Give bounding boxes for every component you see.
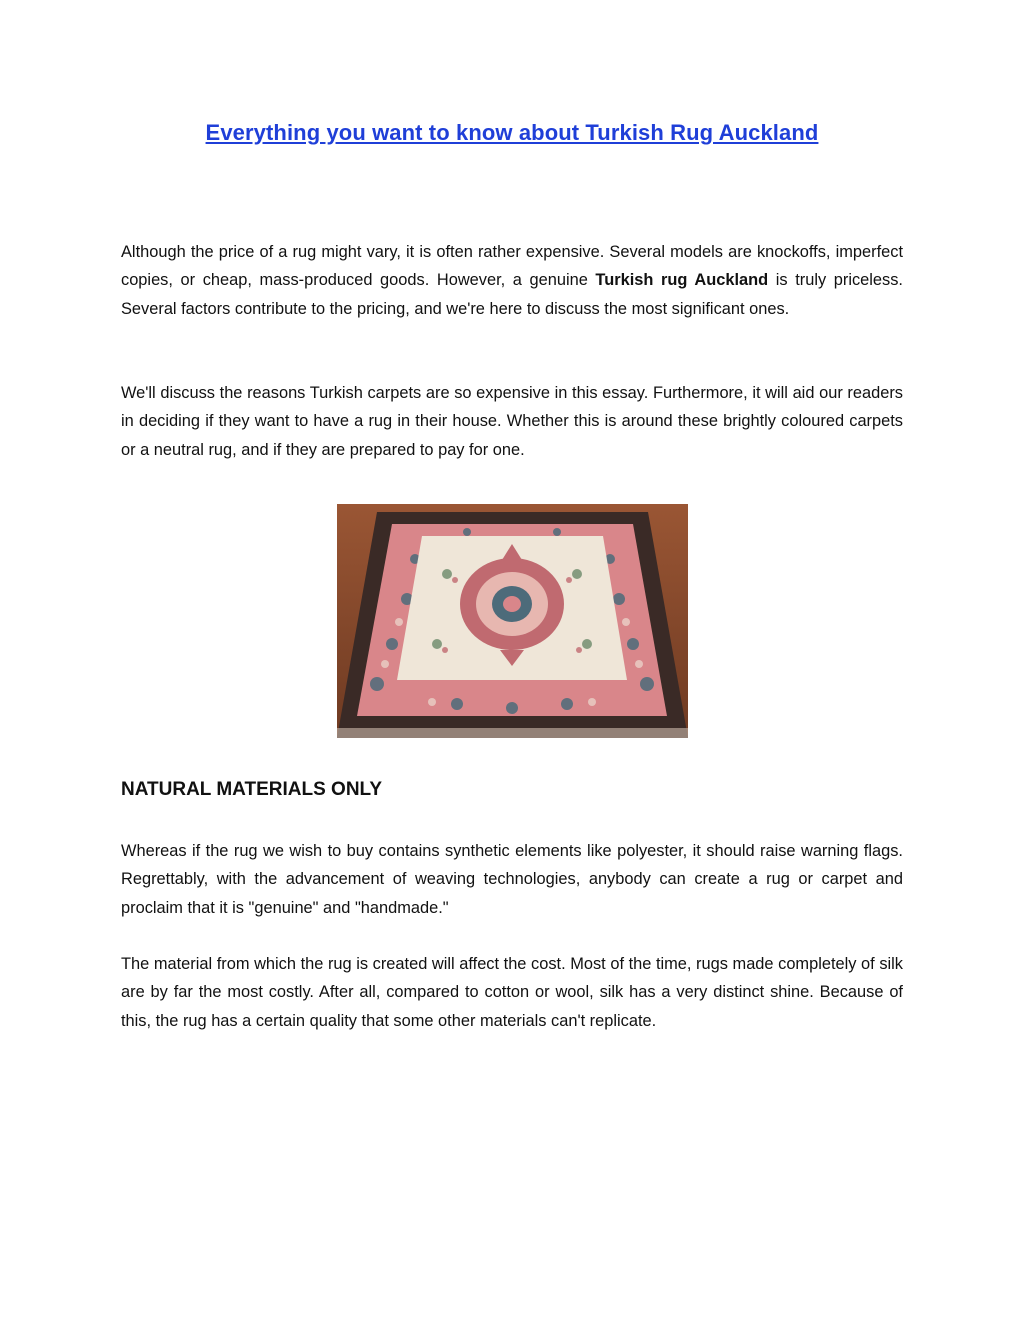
intro-paragraph [121, 238, 903, 323]
rug-photo-icon [337, 504, 688, 738]
document-title-link[interactable]: Everything you want to know about Turkish Rug Auckland [205, 120, 819, 145]
intro-text-after: is truly priceless. Several factors contribute to the pricing, and we're here to discuss the most significant ones. [121, 271, 903, 318]
rug-photo [337, 504, 688, 738]
reasons-paragraph: We'll discuss the reasons Turkish carpets are so expensive in this essay. Furthermore, it will aid our readers in deciding if they want to have a rug in their house. Whether this is around these brightly coloured carpets or a neutral rug, and if they are prepared to pay for one. [121, 384, 903, 459]
material-paragraph: The material from which the rug is created will affect the cost. Most of the time, rugs made completely of silk are by far the most costly. After all, compared to cotton or wool, silk has a very distinct shine. Because of this, the rug has a certain quality that some other materials can't replicate. [121, 955, 903, 1030]
keyword-bold: Turkish rug Auckland [595, 271, 769, 290]
section-heading: NATURAL MATERIALS ONLY [121, 779, 383, 800]
synthetic-paragraph: Whereas if the rug we wish to buy contains synthetic elements like polyester, it should raise warning flags. Regrettably, with the advancement of weaving technologies, anybody can create a rug or carpet and proclaim that it is "genuine" and "handmade." [121, 842, 903, 917]
intro-text-before: Although the price of a rug might vary, it is often rather expensive. Several models are knockoffs, imperfect copies, or cheap, mass-produced goods. However, a genuine [121, 243, 903, 290]
